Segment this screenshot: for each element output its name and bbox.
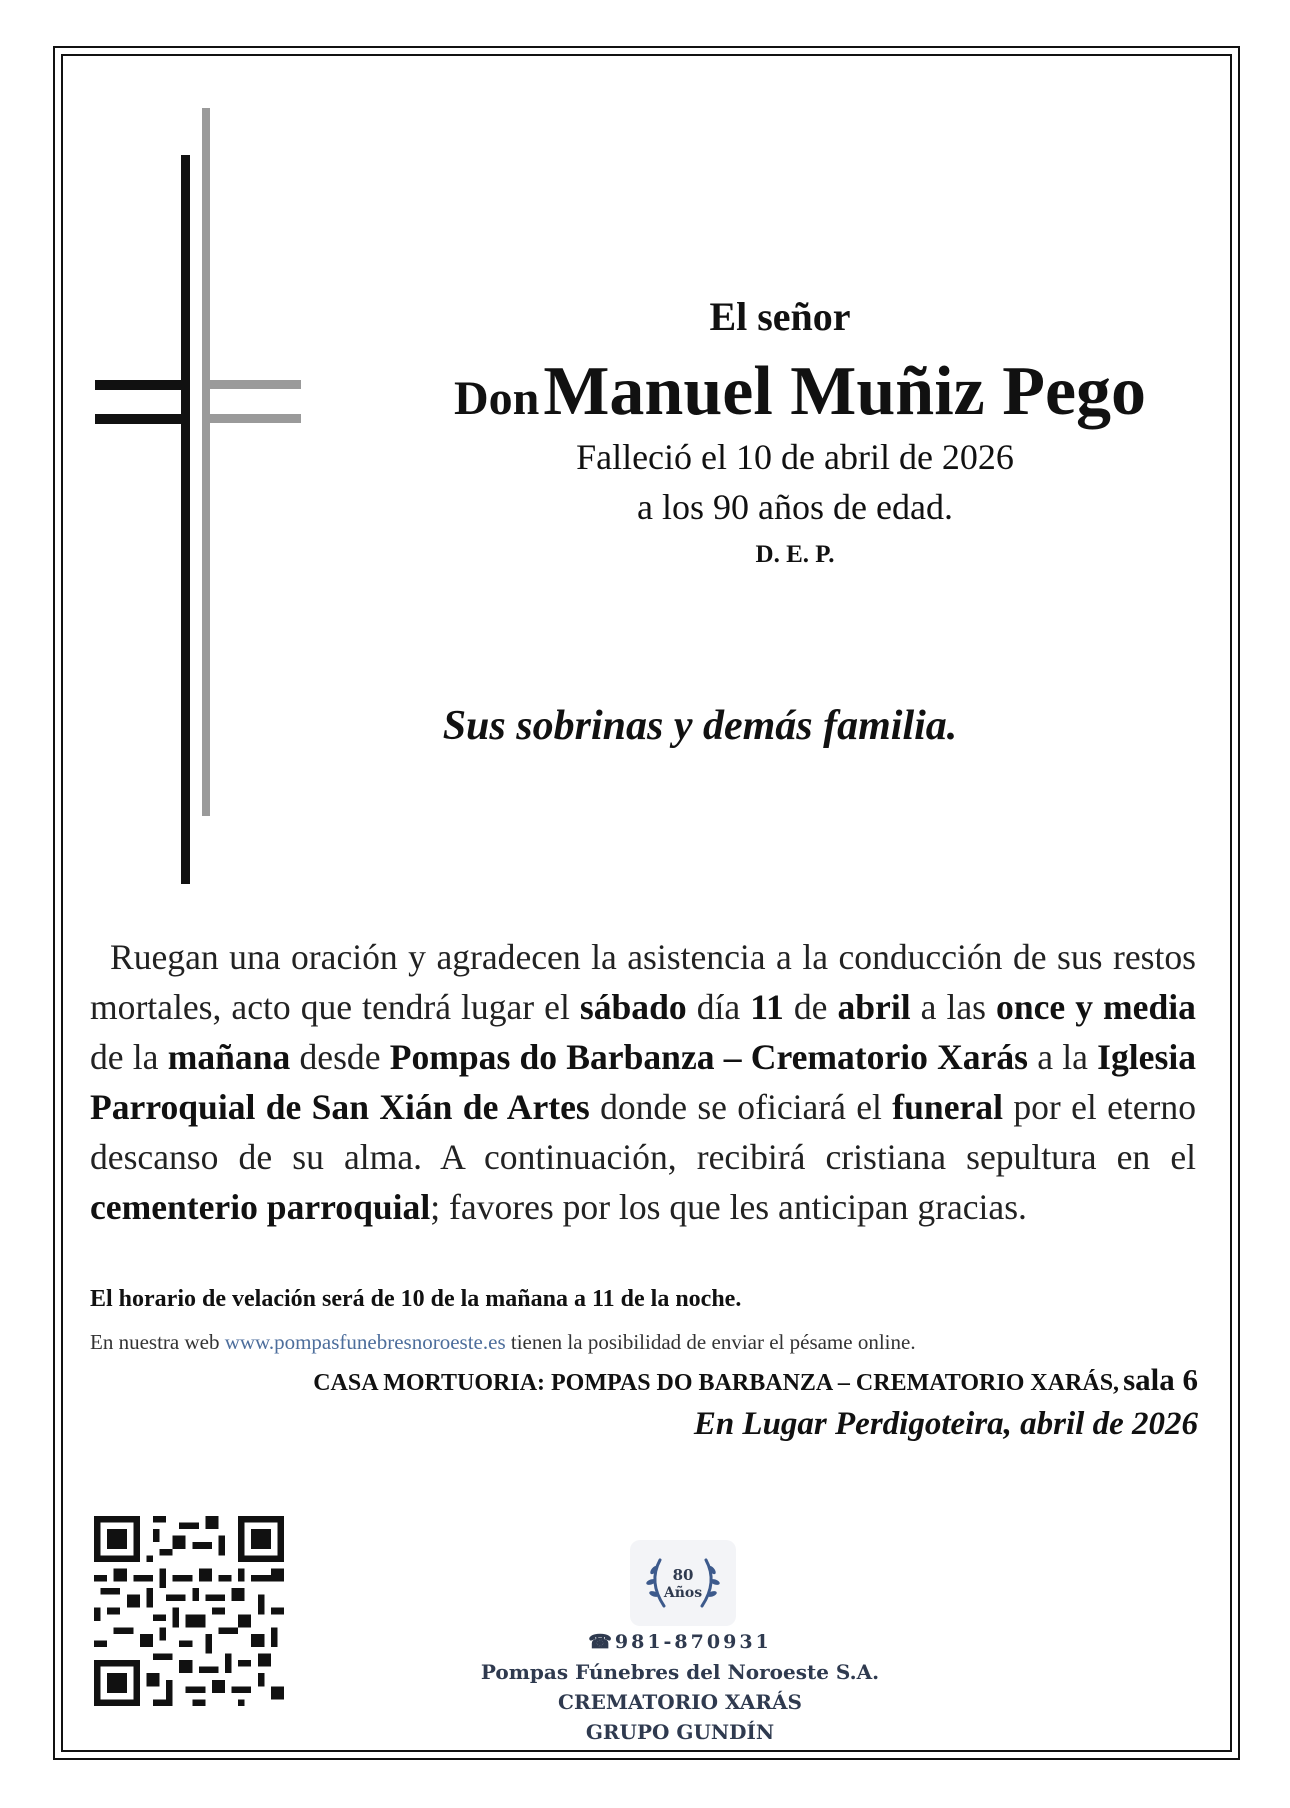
intro-text: El señor [709, 294, 851, 339]
honorific: Don [453, 372, 540, 425]
age-line: a los 90 años de edad. [637, 487, 953, 527]
crematorio-name: CREMATORIO XARÁS [558, 1690, 802, 1714]
logo-number: 80 [672, 1566, 694, 1584]
funeral-home-line: CASA MORTUORIA: POMPAS DO BARBANZA – CREMATORIO XARÁS, sala 6 [313, 1362, 1198, 1397]
family-line: Sus sobrinas y demás familia. [442, 703, 958, 749]
cross-icon [95, 108, 301, 884]
company-name: Pompas Fúnebres del Noroeste S.A. [480, 1660, 880, 1684]
wake-hours: El horario de velación será de 10 de la mañana a 11 de la noche. [90, 1286, 742, 1312]
group-name: GRUPO GUNDÍN [585, 1720, 775, 1744]
anniversary-logo [630, 1540, 736, 1626]
funeral-announcement: Ruegan una oración y agradecen la asistencia a la conducción de sus restos mortales, acto que tendrá lugar el sábado día 11 de abril a las once y media de la mañana desde Pompas do Barbanza – Crematorio Xarás a la Iglesia Parroquial de San Xián de Artes donde se oficiará el funeral por el eterno descanso de su alma. A continuación, recibirá cristiana sepultura en el cementerio parroquial; favores por los que les anticipan gracias. [90, 937, 1196, 1227]
web-condolence-line: En nuestra web www.pompasfunebresnoroeste.es tienen la posibilidad de enviar el pésame online. [90, 1330, 916, 1354]
rip-text: D. E. P. [755, 541, 835, 568]
deceased-name [350, 352, 1250, 432]
laurel-icon [630, 1540, 736, 1626]
phone-line[interactable] [400, 1631, 960, 1653]
place-date: En Lugar Perdigoteira, abril de 2026 [693, 1406, 1198, 1442]
name: Manuel Muñiz Pego [543, 353, 1147, 430]
phone-number: 981-870931 [614, 1631, 772, 1653]
website-link[interactable]: www.pompasfunebresnoroeste.es [224, 1330, 506, 1354]
phone-icon: ☎ [588, 1631, 615, 1653]
death-date: Falleció el 10 de abril de 2026 [576, 437, 1014, 477]
qr-code[interactable] [94, 1516, 284, 1706]
logo-word: Años [663, 1585, 703, 1601]
